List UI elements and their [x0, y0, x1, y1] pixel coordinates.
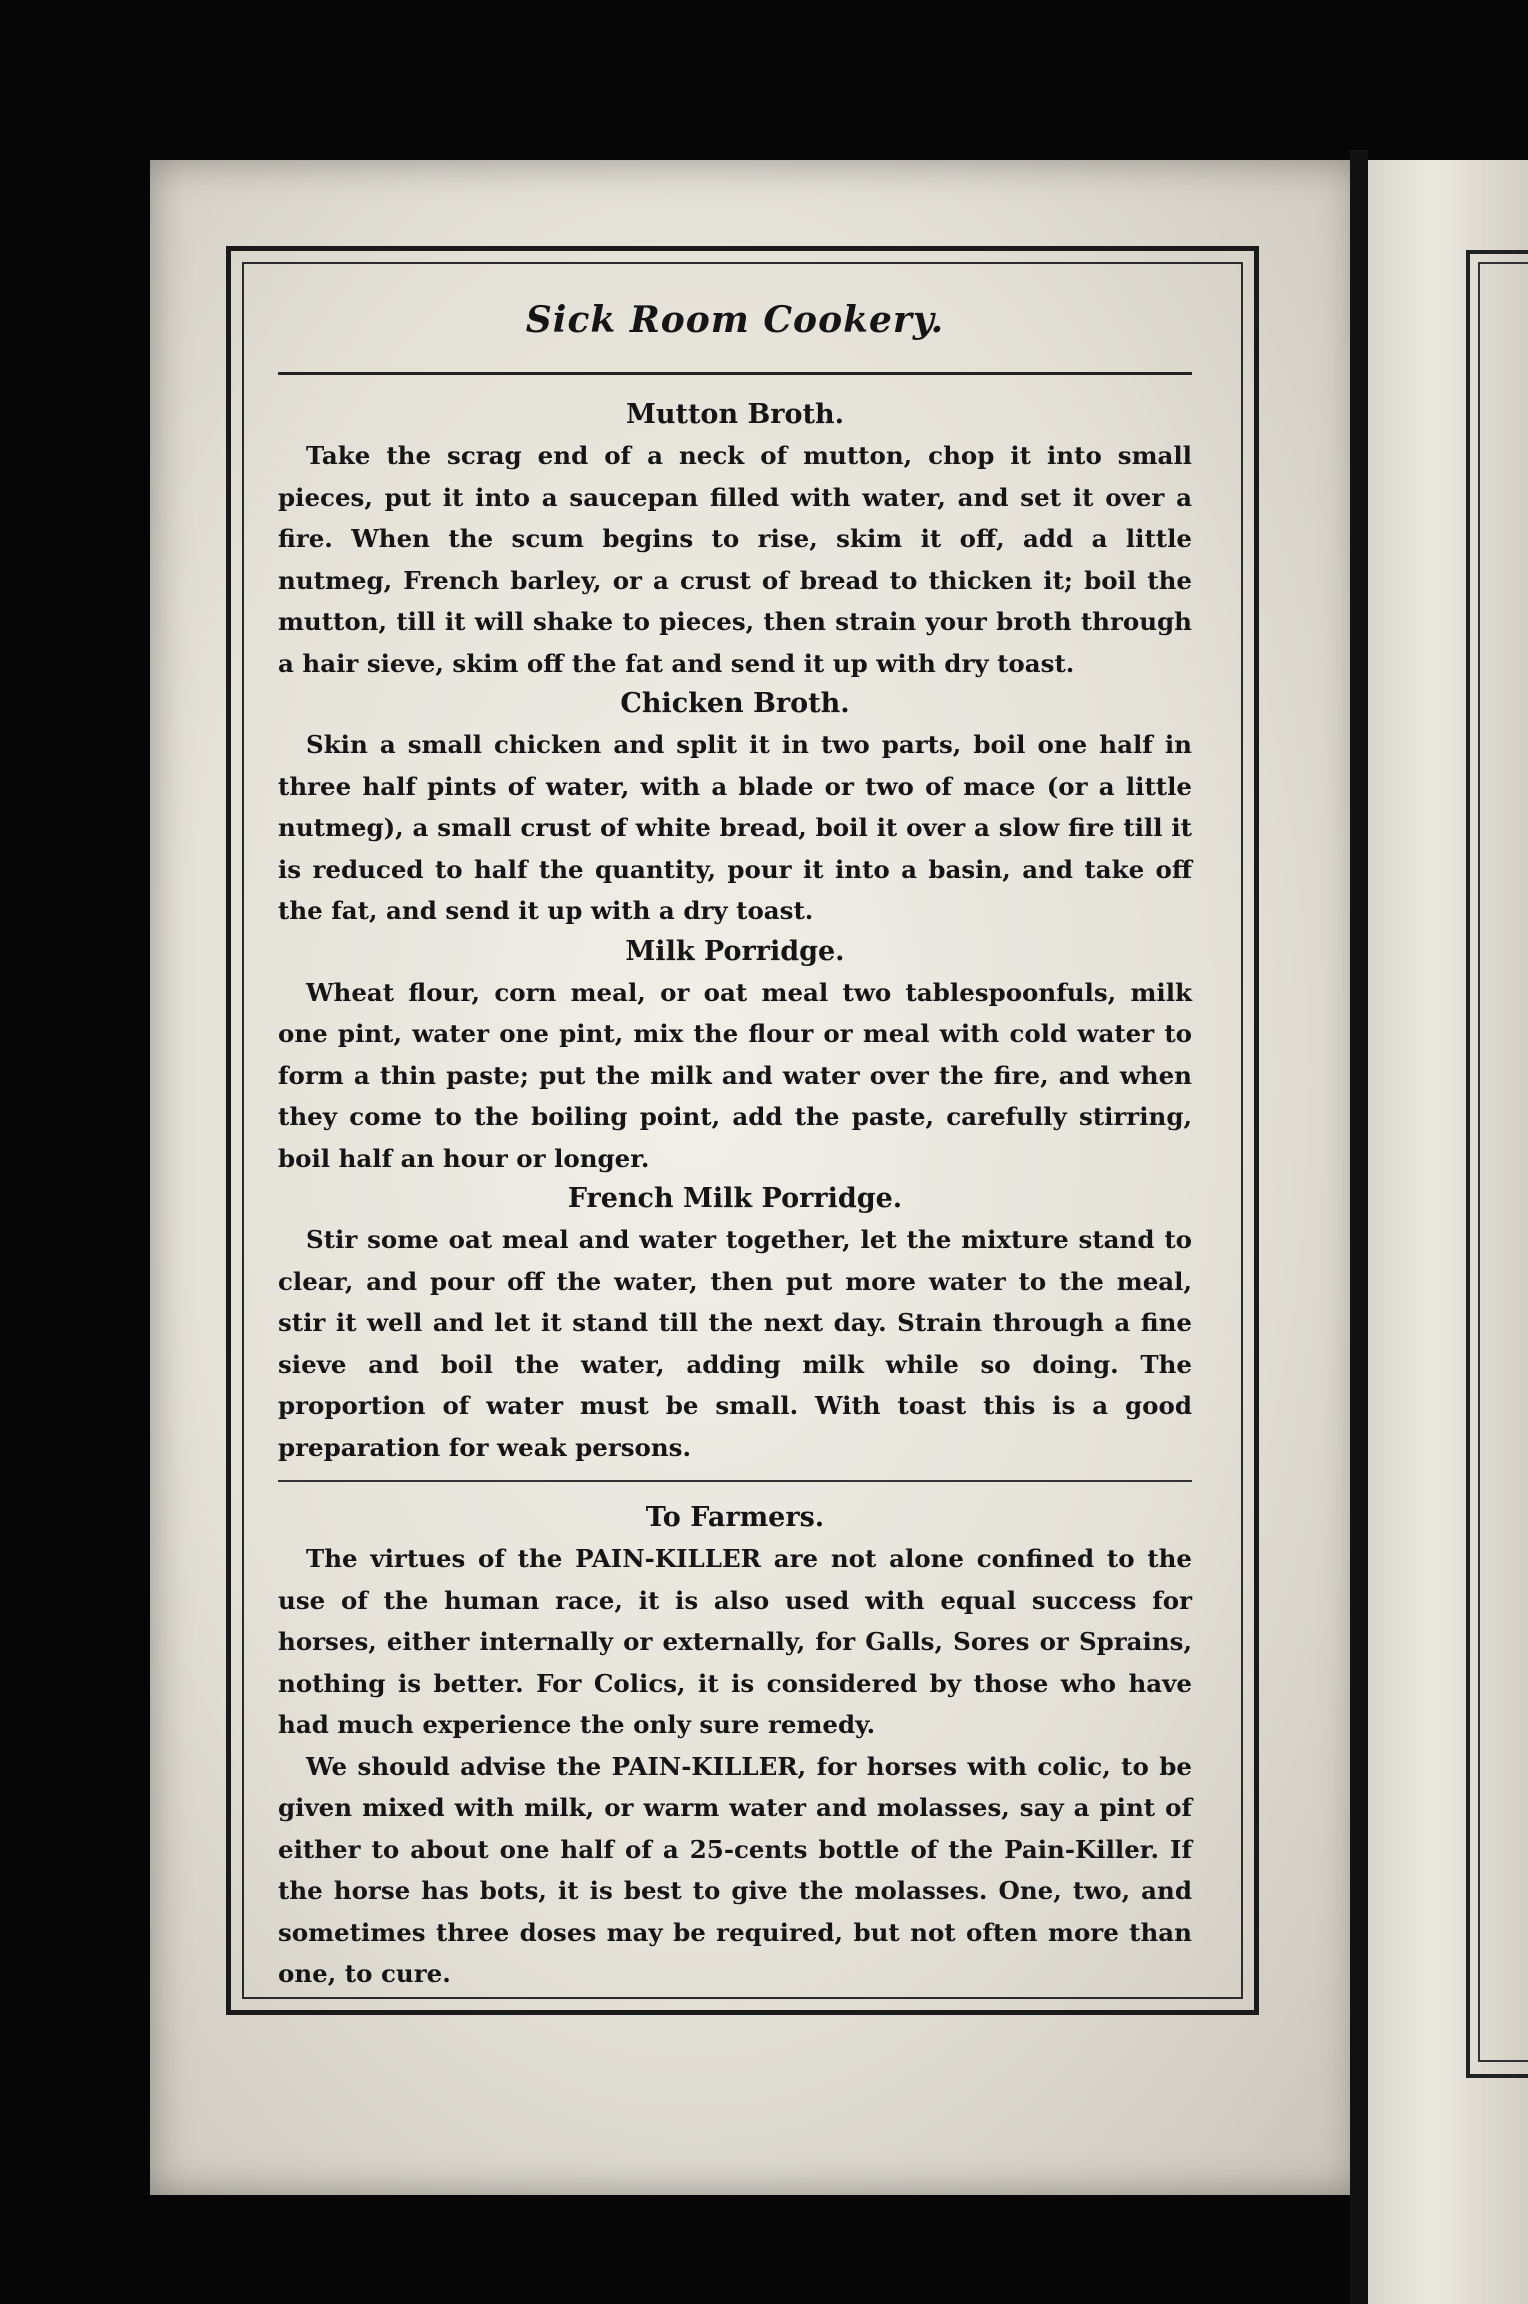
section-divider-rule: [278, 1480, 1192, 1482]
section-heading: Mutton Broth.: [625, 399, 845, 430]
title-rule: [278, 372, 1192, 375]
section-paragraph: We should advise the PAIN-KILLER, for horses with colic, to be given mixed with milk, or warm water and molasses, say a pint of either to about one half of a 25-cents bottle of the Pain-Killer. If the horse has bots, it is best to give the molasses. One, two, and sometimes three doses may be required, but not often more than one, to cure.: [278, 1751, 1192, 1988]
section-french-milk-porridge: [278, 1179, 1192, 1468]
section-paragraph: Skin a small chicken and split it in two parts, boil one half in three half pints of water, with a blade or two of mace (or a little nutmeg), a small crust of white bread, boil it over a slow fire till it is reduced to half the quantity, pour it into a basin, and take off the fat, and send it up with a dry toast.: [278, 730, 1192, 925]
section-milk-porridge: [278, 932, 1192, 1180]
page-title: Sick Room Cookery.: [525, 299, 945, 341]
page-content: [278, 290, 1192, 1995]
section-paragraph: Stir some oat meal and water together, let the mixture stand to clear, and pour off the water, then put more water to the meal, stir it well and let it stand till the next day. Strain through a fine sieve and boil the water, adding milk while so doing. The proportion of water must be small. With toast this is a good preparation for weak persons.: [278, 1225, 1192, 1462]
right-page-border-inner: [1478, 262, 1528, 2062]
section-mutton-broth: [278, 395, 1192, 684]
section-paragraph: Wheat flour, corn meal, or oat meal two tablespoonfuls, milk one pint, water one pint, mix the flour or meal with cold water to form a thin paste; put the milk and water over the fire, and when they come to the boiling point, add the paste, carefully stirring, boil half an hour or longer.: [278, 977, 1192, 1173]
section-paragraph: The virtues of the PAIN-KILLER are not alone confined to the use of the human race, it is also used with equal success for horses, either internally or externally, for Galls, Sores or Sprains, nothing is better. For Colics, it is considered by those who have had much experience the only sure remedy.: [278, 1544, 1192, 1739]
section-heading: French Milk Porridge.: [567, 1183, 903, 1214]
book-gutter: [1350, 150, 1368, 2304]
section-heading: Chicken Broth.: [620, 688, 850, 719]
section-chicken-broth: [278, 684, 1192, 932]
section-heading: To Farmers.: [645, 1502, 825, 1533]
section-paragraph: Take the scrag end of a neck of mutton, chop it into small pieces, put it into a saucepan filled with water, and set it over a fire. When the scum begins to rise, skim it off, add a little nutmeg, French barley, or a crust of bread to thicken it; boil the mutton, till it will shake to pieces, then strain your broth through a hair sieve, skim off the fat and send it up with dry toast.: [278, 441, 1192, 678]
section-to-farmers: [278, 1498, 1192, 1995]
section-heading: Milk Porridge.: [625, 935, 845, 967]
